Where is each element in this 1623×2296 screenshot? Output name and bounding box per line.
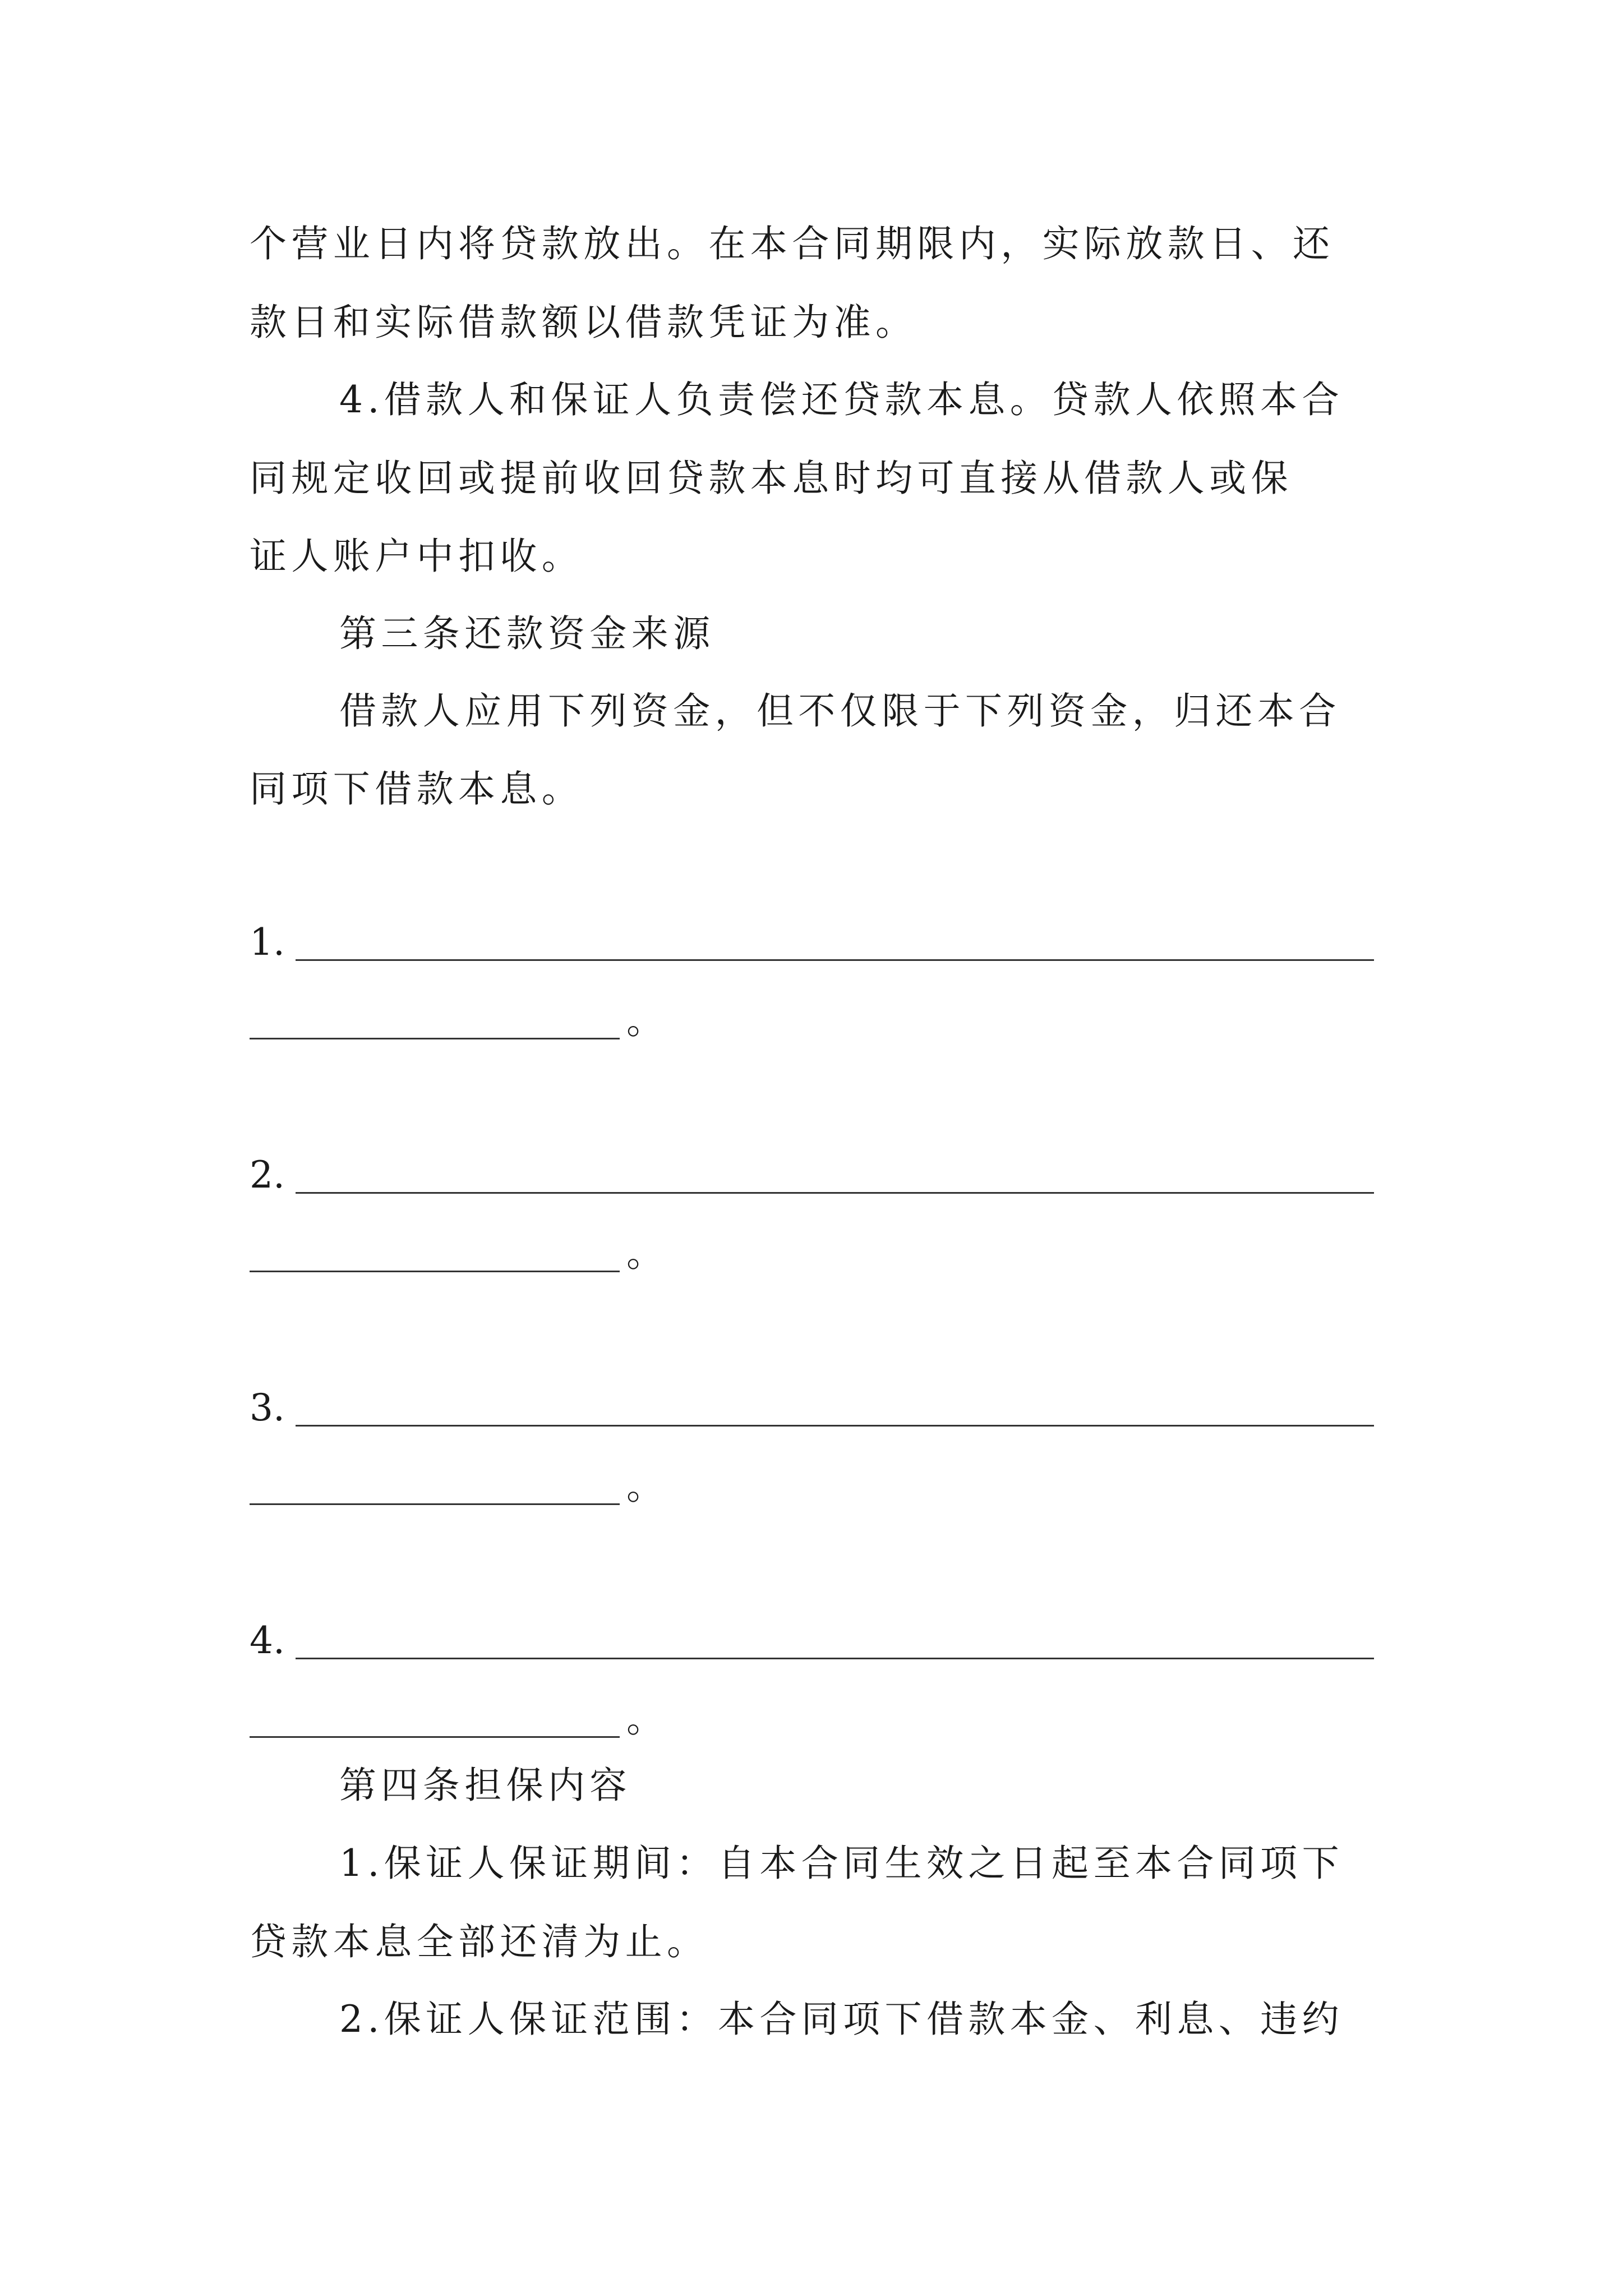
paragraph-line: 同规定收回或提前收回贷款本息时均可直接从借款人或保	[250, 457, 1293, 500]
paragraph-line: 个营业日内将贷款放出。在本合同期限内，实际放款日、还	[250, 222, 1335, 265]
paragraph-line: 1.保证人保证期间：自本合同生效之日起至本合同项下	[339, 1842, 1344, 1885]
blank-period: 。	[626, 1465, 663, 1508]
blank-underline	[296, 1658, 1374, 1659]
blank-underline	[296, 1425, 1374, 1427]
fill-blank-1-continuation	[250, 999, 1374, 1043]
fill-blank-4-continuation	[250, 1697, 1374, 1742]
article-heading: 第三条还款资金来源	[339, 612, 715, 655]
blank-number: 4.	[250, 1619, 285, 1662]
paragraph-line: 2.保证人保证范围：本合同项下借款本金、利息、违约	[339, 1998, 1344, 2041]
fill-blank-1	[250, 920, 1374, 965]
blank-underline	[250, 1271, 620, 1272]
fill-blank-3-continuation	[250, 1464, 1374, 1509]
paragraph-line: 4.借款人和保证人负责偿还贷款本息。贷款人依照本合	[339, 378, 1344, 421]
blank-underline	[250, 1503, 620, 1505]
blank-period: 。	[626, 1232, 663, 1275]
paragraph-line: 同项下借款本息。	[250, 767, 584, 811]
paragraph-line: 款日和实际借款额以借款凭证为准。	[250, 301, 917, 344]
article-heading: 第四条担保内容	[339, 1764, 631, 1807]
blank-number: 3.	[250, 1386, 285, 1429]
blank-underline	[250, 1736, 620, 1738]
blank-number: 2.	[250, 1153, 285, 1197]
blank-underline	[296, 959, 1374, 961]
fill-blank-2	[250, 1153, 1374, 1198]
fill-blank-3	[250, 1386, 1374, 1430]
blank-underline	[250, 1038, 620, 1039]
paragraph-line: 证人账户中扣收。	[250, 535, 584, 578]
blank-number: 1.	[250, 921, 285, 964]
blank-period: 。	[626, 999, 663, 1042]
paragraph-line: 贷款本息全部还清为止。	[250, 1920, 709, 1963]
paragraph-line: 借款人应用下列资金，但不仅限于下列资金，归还本合	[339, 689, 1341, 733]
blank-underline	[296, 1192, 1374, 1194]
fill-blank-4	[250, 1618, 1374, 1663]
blank-period: 。	[626, 1697, 663, 1741]
fill-blank-2-continuation	[250, 1231, 1374, 1276]
